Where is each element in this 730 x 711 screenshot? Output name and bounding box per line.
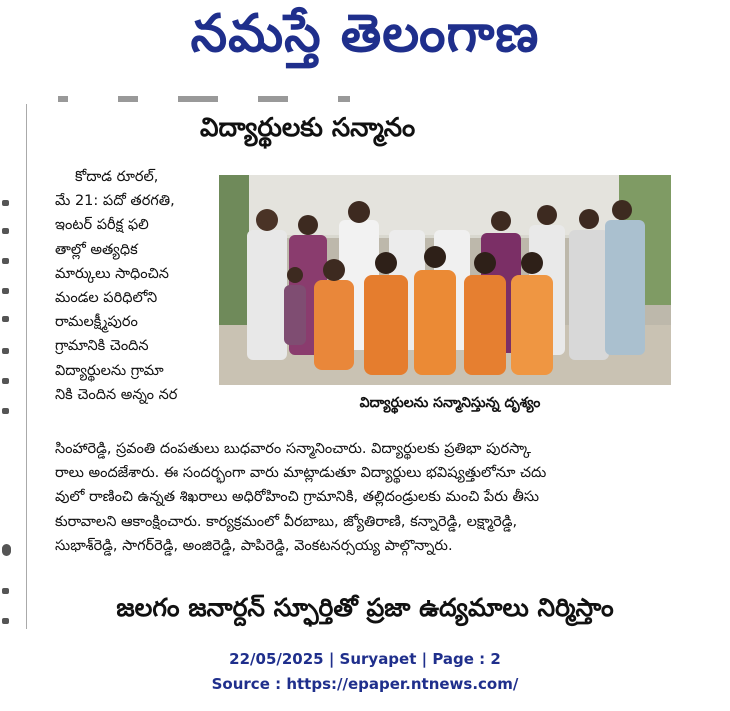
column-line: గ్రామానికి చెందిన: [55, 338, 149, 355]
photo-caption: విద్యార్థులను సన్మానిస్తున్న దృశ్యం: [359, 395, 541, 411]
next-article-headline: జలగం జనార్దన్ స్ఫూర్తితో ప్రజా ఉద్యమాలు నిర్మిస్తాం: [116, 593, 614, 622]
column-line: విద్యార్థులను గ్రామా: [55, 362, 164, 379]
newspaper-masthead: [0, 0, 730, 80]
body-line: కురావాలని ఆకాంక్షించారు. కార్యక్రమంలో వీరబాబు, జ్యోతిరాణి, కన్నారెడ్డి, లక్ష్మారెడ్డి,: [55, 513, 518, 530]
body-line: వులో రాణించి ఉన్నత శిఖరాలు అధిరోహించి గ్రామానికి, తల్లిదండ్రులకు మంచి పేరు తీసు: [55, 489, 539, 506]
news-photo: [219, 175, 671, 385]
column-line: మండల పరిధిలోని: [55, 290, 158, 307]
article-column-text: [55, 165, 215, 407]
masthead-title: నమస్తే తెలంగాణ: [190, 4, 540, 64]
body-line: సుభాశ్‌రెడ్డి, సాగర్‌రెడ్డి, అంజిరెడ్డి, పాపిరెడ్డి, వెంకటనర్సయ్య పాల్గొన్నారు.: [55, 537, 453, 554]
column-line: మే 21: పదో తరగతి,: [55, 193, 175, 210]
edition-info: 22/05/2025 | Suryapet | Page : 2: [229, 650, 501, 668]
source-link[interactable]: Source : https://epaper.ntnews.com/: [211, 675, 519, 693]
article-headline: విద్యార్థులకు సన్మానం: [200, 113, 416, 143]
article-body-text: [55, 437, 675, 558]
column-line: ఇంటర్ పరీక్ష ఫలి: [55, 217, 149, 234]
body-line: సింహారెడ్డి, స్రవంతి దంపతులు బుధవారం సన్మానించారు. విద్యార్థులకు ప్రతిభా పురస్కా: [55, 441, 531, 457]
column-line: నికి చెందిన అన్నం నర: [55, 386, 178, 403]
clipped-previous-text: [58, 96, 398, 104]
column-line: మార్కులు సాధించిన: [55, 265, 169, 282]
column-line: కోదాడ రూరల్,: [75, 169, 159, 185]
clipped-left-column: [0, 170, 14, 630]
clipping-footer: [0, 647, 730, 697]
column-line: రామలక్ష్మీపురం: [55, 314, 138, 331]
column-divider: [26, 104, 27, 629]
column-line: తాల్లో అత్యధిక: [55, 241, 138, 258]
body-line: రాలు అందజేశారు. ఈ సందర్భంగా వారు మాట్లాడుతూ విద్యార్థులు భవిష్యత్తులోనూ చదు: [55, 465, 547, 482]
